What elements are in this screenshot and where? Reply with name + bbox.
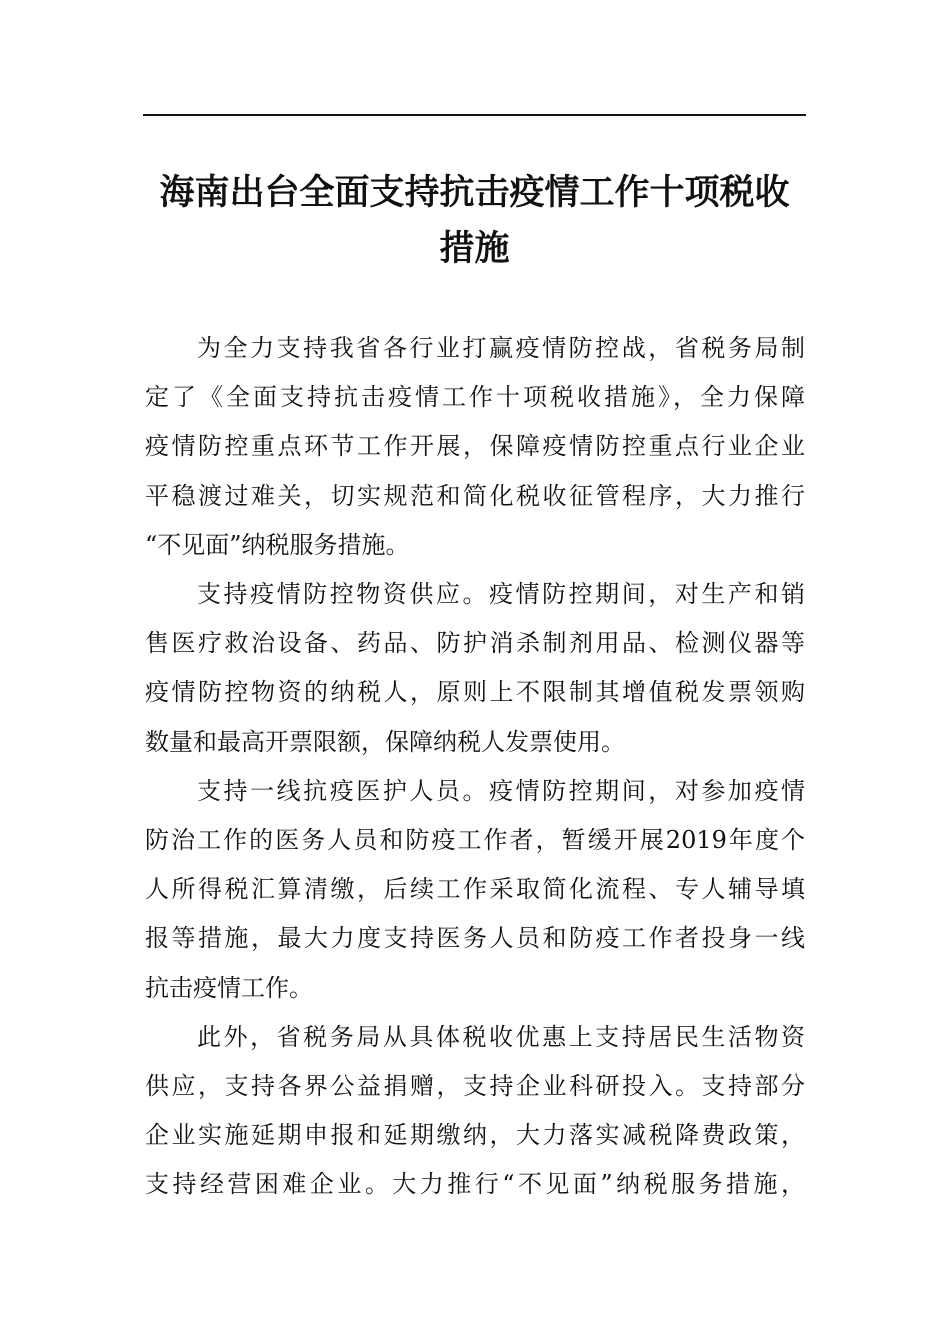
text-line: 售医疗救治设备、药品、防护消杀制剂用品、检测仪器等 [145,629,805,658]
title-line: 海南出台全面支持抗击疫情工作十项税收 [159,172,790,213]
paragraph-intro [145,324,805,570]
paragraph-supplies [145,570,805,767]
text-line: 疫情防控重点环节工作开展，保障疫情防控重点行业企业 [145,432,805,461]
text-line: 支持疫情防控物资供应。疫情防控期间，对生产和销 [197,580,805,609]
text-line: 抗击疫情工作。 [145,973,313,1002]
text-line: 平稳渡过难关，切实规范和简化税收征管程序，大力推行 [145,481,805,510]
paragraph-medical-staff [145,767,805,1013]
text-line: 人所得税汇算清缴，后续工作采取简化流程、专人辅导填 [145,875,805,904]
text-line: 此外，省税务局从具体税收优惠上支持居民生活物资 [197,1022,805,1051]
text-line: 供应，支持各界公益捐赠，支持企业科研投入。支持部分 [145,1072,805,1101]
text-line: 数量和最高开票限额，保障纳税人发票使用。 [145,727,625,756]
text-line: 报等措施，最大力度支持医务人员和防疫工作者投身一线 [145,924,805,953]
document-title [143,165,806,277]
text-line: 支持一线抗疫医护人员。疫情防控期间，对参加疫情 [197,776,805,805]
title-line: 措施 [439,228,510,269]
text-line: 定了《全面支持抗击疫情工作十项税收措施》，全力保障 [145,383,805,412]
text-line: 疫情防控物资的纳税人，原则上不限制其增值税发票领购 [145,678,805,707]
text-line: 防治工作的医务人员和防疫工作者，暂缓开展2019年度个 [145,826,805,855]
paragraph-additional [145,1013,805,1210]
document-body [145,324,805,1210]
text-line: 为全力支持我省各行业打赢疫情防控战，省税务局制 [197,334,805,362]
header-rule [143,114,806,116]
text-line: “不见面”纳税服务措施。 [145,530,410,559]
text-line: 企业实施延期申报和延期缴纳，大力落实减税降费政策， [145,1121,805,1150]
text-line: 支持经营困难企业。大力推行“不见面”纳税服务措施， [145,1170,805,1199]
